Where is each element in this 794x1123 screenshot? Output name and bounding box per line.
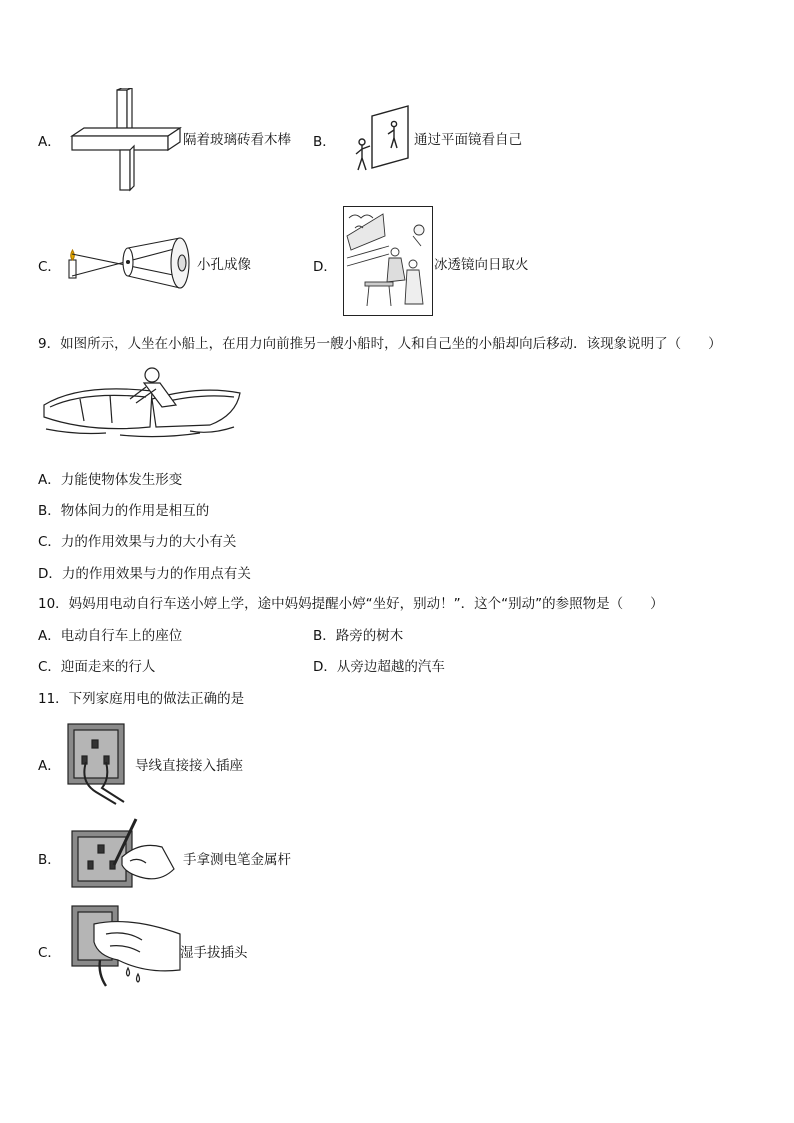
plane-mirror-figure	[350, 104, 412, 178]
q8-option-a-caption: 隔着玻璃砖看木棒	[183, 132, 291, 148]
q11-stem: 11．下列家庭用电的做法正确的是	[38, 691, 245, 707]
q10-option-b: B．路旁的树木	[313, 628, 404, 644]
q9-option-a: A．力能使物体发生形变	[38, 472, 183, 488]
q8-option-c-caption: 小孔成像	[197, 257, 251, 273]
q11-option-c-caption: 湿手拔插头	[180, 945, 248, 961]
q11-option-a-caption: 导线直接接入插座	[135, 758, 243, 774]
q9-option-d: D．力的作用效果与力的作用点有关	[38, 566, 251, 582]
q8-option-b-letter: B．	[313, 134, 336, 150]
q11-option-a-letter: A．	[38, 758, 61, 774]
q8-option-c-letter: C．	[38, 259, 61, 275]
q10-option-d: D．从旁边超越的汽车	[313, 659, 445, 675]
ice-lens-fire-figure	[343, 206, 433, 316]
q8-option-b-caption: 通过平面镜看自己	[414, 132, 522, 148]
q10-option-a: A．电动自行车上的座位	[38, 628, 183, 644]
q8-option-a-letter: A．	[38, 134, 61, 150]
q11-option-b-caption: 手拿测电笔金属杆	[183, 852, 291, 868]
wet-hand-plug-figure	[70, 904, 182, 988]
boat-push-figure	[40, 365, 245, 447]
q9-option-b: B．物体间力的作用是相互的	[38, 503, 210, 519]
q10-option-c: C．迎面走来的行人	[38, 659, 156, 675]
q11-option-c-letter: C．	[38, 945, 61, 961]
q9-stem: 9．如图所示，人坐在小船上，在用力向前推另一艘小船时，人和自己坐的小船却向后移动．该现象说明了（ ）	[38, 336, 722, 352]
q8-option-d-letter: D．	[313, 259, 337, 275]
test-pen-figure	[70, 817, 176, 889]
pinhole-camera-figure	[66, 232, 192, 290]
q11-option-b-letter: B．	[38, 852, 61, 868]
glass-brick-stick-figure	[70, 88, 182, 192]
q10-stem: 10．妈妈用电动自行车送小婷上学，途中妈妈提醒小婷“坐好，别动！”．这个“别动”的参照物是（ ）	[38, 596, 664, 612]
q9-option-c: C．力的作用效果与力的大小有关	[38, 534, 237, 550]
socket-wires-figure	[66, 722, 132, 806]
q8-option-d-caption: 冰透镜向日取火	[434, 257, 529, 273]
